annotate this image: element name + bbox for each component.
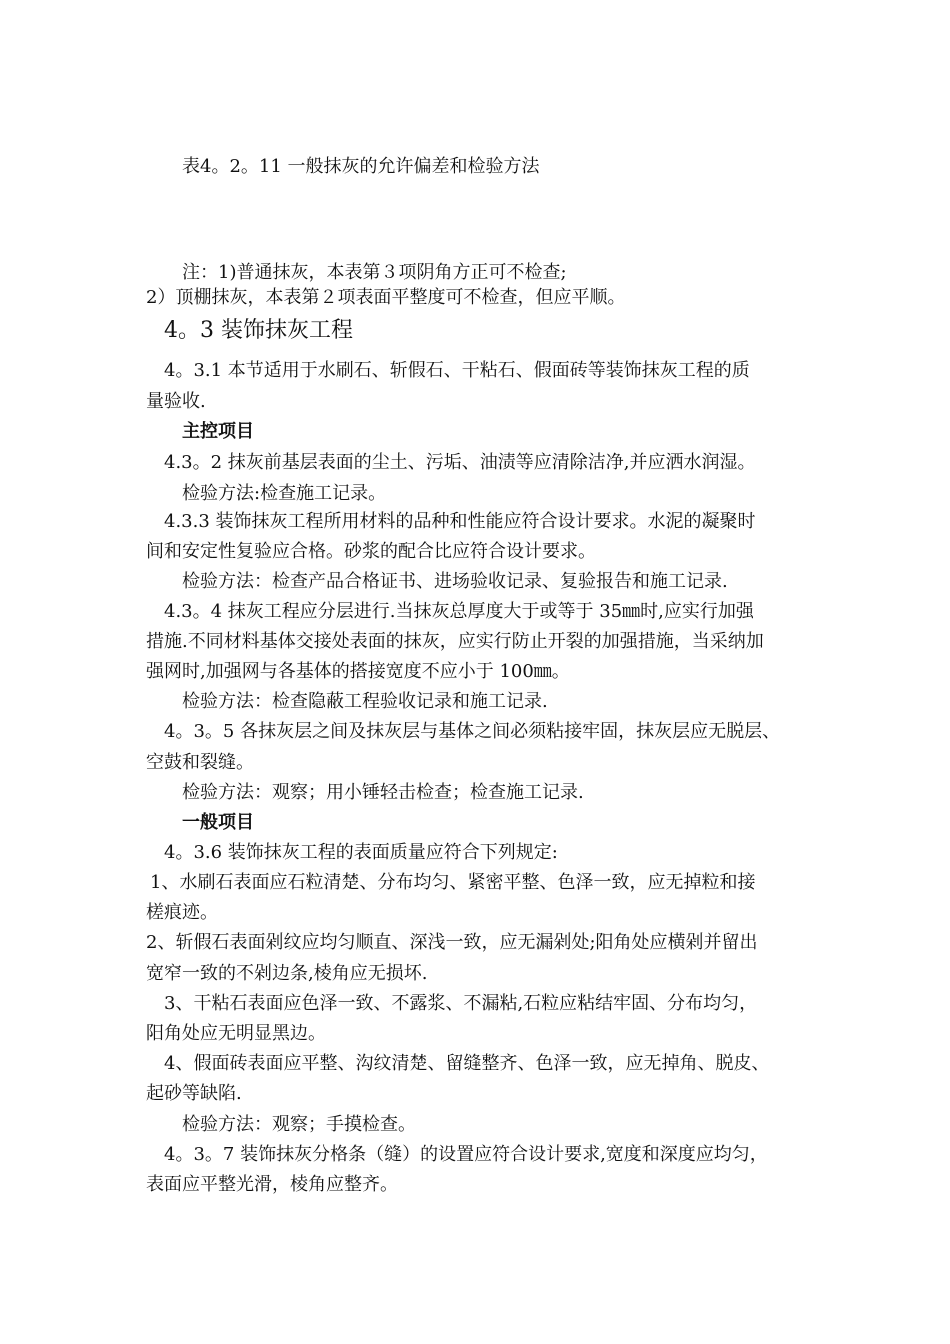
rule-2-line-1: 2、斩假石表面剁纹应均匀顺直、深浅一致，应无漏剁处;阳角处应横剁并留出	[146, 932, 758, 953]
main-items-heading: 主控项目	[182, 421, 254, 442]
clause-4-3-1-line-1: 4。3.1 本节适用于水刷石、斩假石、干粘石、假面砖等装饰抹灰工程的质	[164, 360, 750, 381]
clause-4-3-3-line-2: 间和安定性复验应合格。砂浆的配合比应符合设计要求。	[146, 541, 596, 562]
rule-4-line-2: 起砂等缺陷.	[146, 1083, 242, 1104]
clause-4-3-6: 4。3.6 装饰抹灰工程的表面质量应符合下列规定:	[164, 842, 558, 863]
table-caption: 表4。2。11 一般抹灰的允许偏差和检验方法	[182, 156, 540, 177]
clause-4-3-4-line-2: 措施.不同材料基体交接处表面的抹灰，应实行防止开裂的加强措施，当采纳加	[146, 631, 764, 652]
clause-4-3-5-line-1: 4。3。5 各抹灰层之间及抹灰层与基体之间必须粘接牢固，抹灰层应无脱层、	[164, 721, 781, 742]
method-4-3-2: 检验方法:检查施工记录。	[182, 483, 387, 504]
note-line-2: 2）顶棚抹灰，本表第２项表面平整度可不检查，但应平顺。	[146, 287, 626, 308]
section-title: 4。3 装饰抹灰工程	[164, 318, 353, 343]
rule-2-line-2: 宽窄一致的不剁边条,棱角应无损坏.	[146, 963, 428, 984]
method-4-3-3: 检验方法：检查产品合格证书、进场验收记录、复验报告和施工记录.	[182, 571, 728, 592]
clause-4-3-3-line-1: 4.3.3 装饰抹灰工程所用材料的品种和性能应符合设计要求。水泥的凝聚时	[164, 511, 756, 532]
rule-1-line-2: 槎痕迹。	[146, 902, 218, 923]
clause-4-3-4-line-3: 强网时,加强网与各基体的搭接宽度不应小于 100㎜。	[146, 661, 570, 682]
clause-4-3-7-line-2: 表面应平整光滑，棱角应整齐。	[146, 1174, 398, 1195]
clause-4-3-5-line-2: 空鼓和裂缝。	[146, 752, 254, 773]
method-4-3-4: 检验方法：检查隐蔽工程验收记录和施工记录.	[182, 691, 548, 712]
rule-3-line-1: 3、干粘石表面应色泽一致、不露浆、不漏粘,石粒应粘结牢固、分布均匀，	[164, 993, 758, 1014]
clause-4-3-2: 4.3。2 抹灰前基层表面的尘土、污垢、油渍等应清除洁净,并应洒水润湿。	[164, 452, 756, 473]
note-line-1: 注：1)普通抹灰，本表第３项阴角方正可不检查;	[182, 262, 567, 283]
clause-4-3-4-line-1: 4.3。4 抹灰工程应分层进行.当抹灰总厚度大于或等于 35㎜时,应实行加强	[164, 601, 754, 622]
rule-4-line-1: 4、假面砖表面应平整、沟纹清楚、留缝整齐、色泽一致，应无掉角、脱皮、	[164, 1053, 770, 1074]
general-items-heading: 一般项目	[182, 812, 254, 833]
method-4-3-6: 检验方法：观察；手摸检查。	[182, 1114, 416, 1135]
clause-4-3-7-line-1: 4。3。7 装饰抹灰分格条（缝）的设置应符合设计要求,宽度和深度应均匀，	[164, 1144, 768, 1165]
rule-3-line-2: 阳角处应无明显黑边。	[146, 1023, 326, 1044]
rule-1-line-1: 1、水刷石表面应石粒清楚、分布均匀、紧密平整、色泽一致，应无掉粒和接	[150, 872, 756, 893]
clause-4-3-1-line-2: 量验收.	[146, 391, 206, 412]
method-4-3-5: 检验方法：观察；用小锤轻击检查；检查施工记录.	[182, 782, 584, 803]
